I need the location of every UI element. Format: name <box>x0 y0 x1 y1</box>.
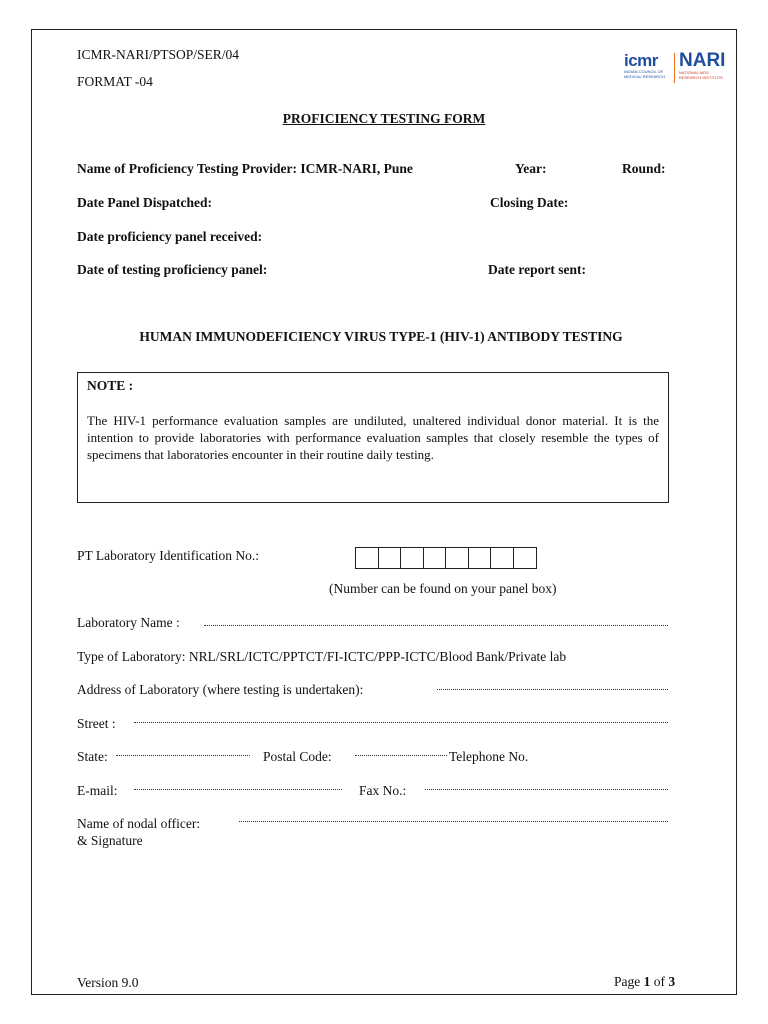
lab-id-digit-box[interactable] <box>401 548 424 568</box>
note-body: The HIV-1 performance evaluation samples are undiluted, unaltered individual donor material. It is the intention to provide laboratories with performance evaluation samples that closely resemble the types of specimens that laboratories encounter in their routine daily testing. <box>87 413 659 462</box>
page-number <box>614 974 675 990</box>
page-prefix: Page <box>614 974 644 989</box>
signature-label: & Signature <box>77 833 143 848</box>
note-title: NOTE : <box>87 378 134 393</box>
section-title: HUMAN IMMUNODEFICIENCY VIRUS TYPE-1 (HIV-1) ANTIBODY TESTING <box>139 329 623 344</box>
form-title: PROFICIENCY TESTING FORM <box>282 111 486 126</box>
icmr-logo-text: icmr <box>624 51 658 70</box>
closing-date-label: Closing Date: <box>490 195 569 210</box>
nari-logo-subtext: NATIONAL AIDS RESEARCH INSTITUTE <box>679 70 724 80</box>
date-testing-label: Date of testing proficiency panel: <box>77 262 268 277</box>
nodal-officer-label: Name of nodal officer: <box>77 816 201 831</box>
year-label: Year: <box>515 161 547 176</box>
lab-id-boxes[interactable] <box>355 547 537 569</box>
icmr-nari-logo <box>624 51 728 87</box>
page-of: of <box>650 974 669 989</box>
email-label: E-mail: <box>77 783 118 798</box>
note-box <box>77 372 669 503</box>
lab-id-digit-box[interactable] <box>379 548 402 568</box>
lab-name-field[interactable] <box>204 625 668 626</box>
provider-label: Name of Proficiency Testing Provider: ICMR-NARI, Pune <box>77 161 413 176</box>
format-number: FORMAT -04 <box>77 74 153 89</box>
lab-address-field[interactable] <box>437 689 668 690</box>
lab-id-digit-box[interactable] <box>356 548 379 568</box>
lab-type-label: Type of Laboratory: NRL/SRL/ICTC/PPTCT/FI-ICTC/PPP-ICTC/Blood Bank/Private lab <box>77 649 567 664</box>
postal-code-label: Postal Code: <box>263 749 332 764</box>
lab-id-digit-box[interactable] <box>424 548 447 568</box>
street-label: Street : <box>77 716 116 731</box>
date-report-label: Date report sent: <box>488 262 586 277</box>
nodal-officer-field[interactable] <box>239 821 668 822</box>
page-current: 1 <box>643 974 651 989</box>
date-dispatched-label: Date Panel Dispatched: <box>77 195 212 210</box>
lab-id-digit-box[interactable] <box>514 548 537 568</box>
logo-divider <box>674 53 675 83</box>
postal-code-field[interactable] <box>355 755 447 756</box>
round-label: Round: <box>622 161 666 176</box>
document-code: ICMR-NARI/PTSOP/SER/04 <box>77 47 240 62</box>
lab-id-digit-box[interactable] <box>491 548 514 568</box>
fax-field[interactable] <box>425 789 668 790</box>
lab-id-digit-box[interactable] <box>469 548 492 568</box>
lab-id-label: PT Laboratory Identification No.: <box>77 548 259 563</box>
page-total: 3 <box>668 974 676 989</box>
state-field[interactable] <box>116 755 250 756</box>
lab-name-label: Laboratory Name : <box>77 615 180 630</box>
telephone-label: Telephone No. <box>449 749 529 764</box>
lab-address-label: Address of Laboratory (where testing is undertaken): <box>77 682 364 697</box>
nari-logo-text: NARI <box>679 50 726 71</box>
state-label: State: <box>77 749 108 764</box>
date-received-label: Date proficiency panel received: <box>77 229 263 244</box>
lab-id-hint: (Number can be found on your panel box) <box>329 581 557 596</box>
street-field[interactable] <box>134 722 668 723</box>
icmr-logo-subtext: INDIAN COUNCIL OF MEDICAL RESEARCH <box>624 69 665 79</box>
version-label: Version 9.0 <box>77 975 139 990</box>
lab-id-digit-box[interactable] <box>446 548 469 568</box>
email-field[interactable] <box>134 789 342 790</box>
fax-label: Fax No.: <box>359 783 407 798</box>
